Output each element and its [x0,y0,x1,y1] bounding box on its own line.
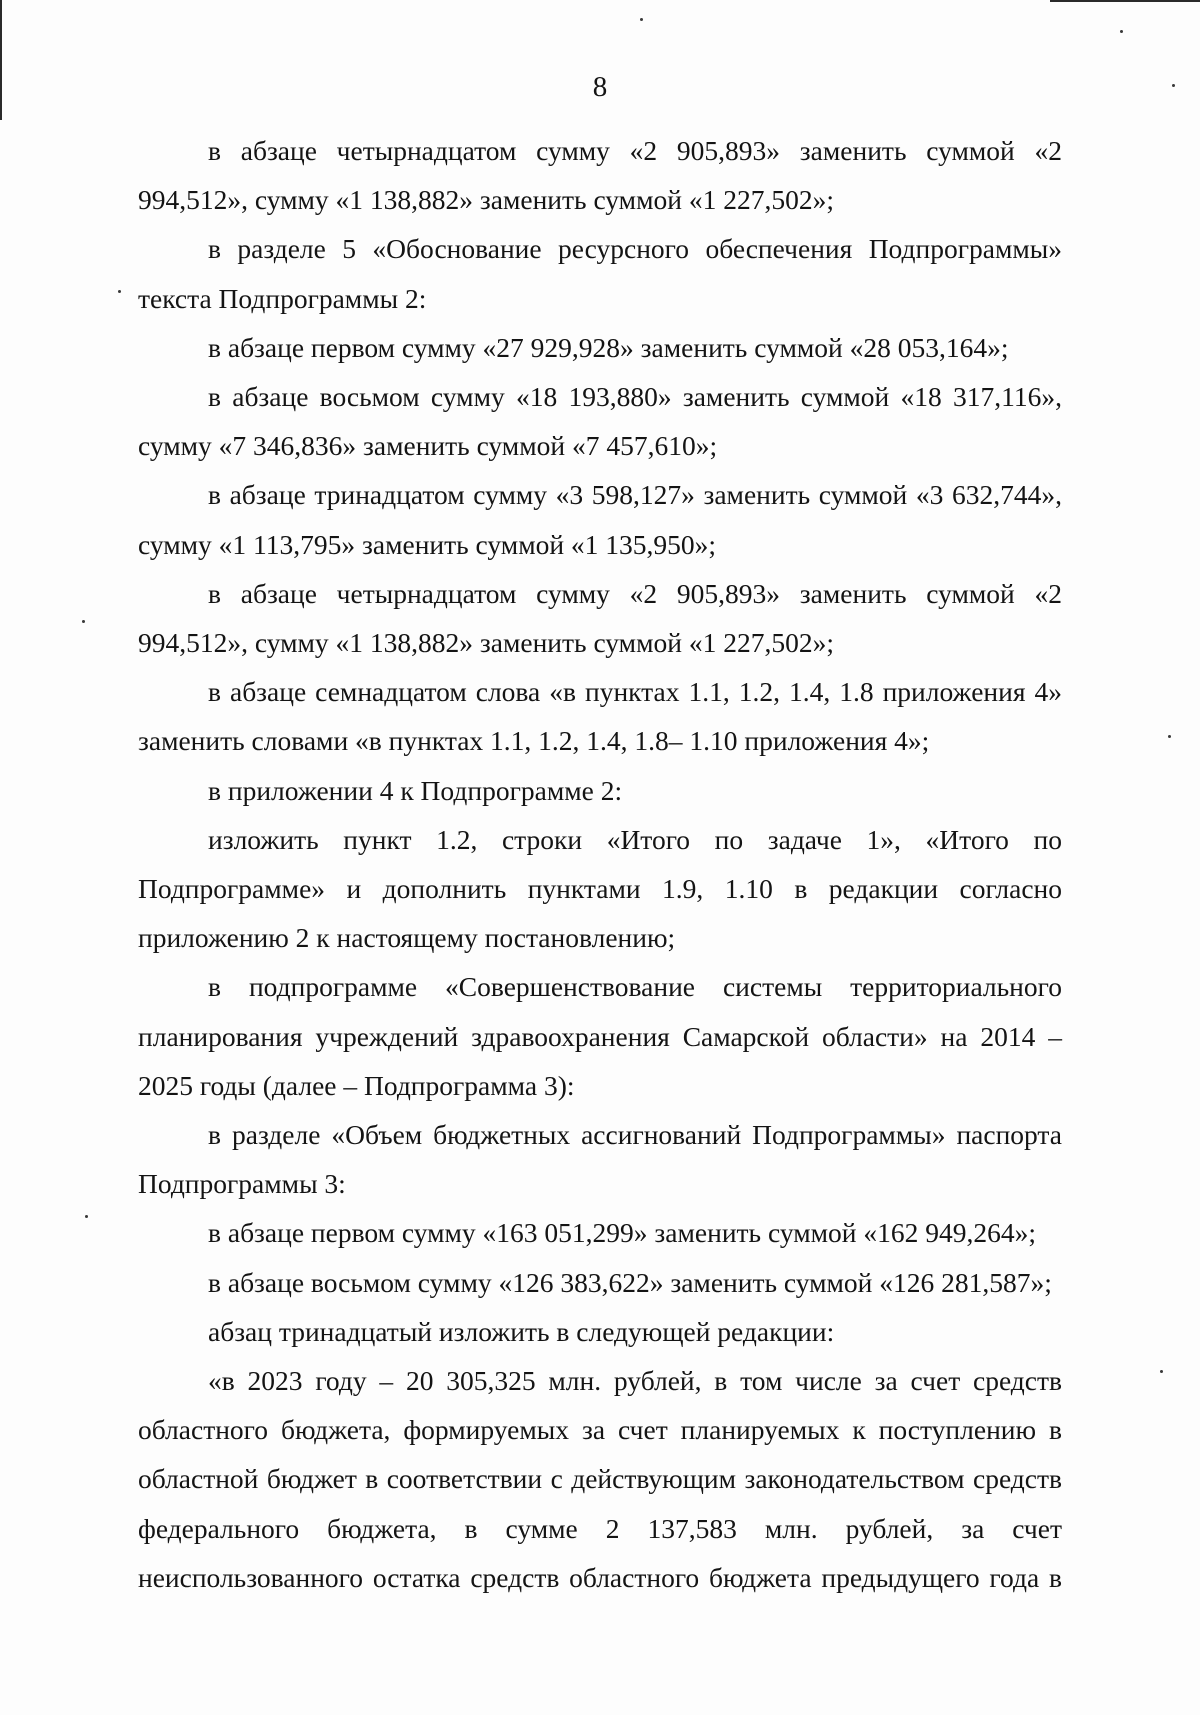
paragraph-2: в разделе 5 «Обоснование ресурсного обеспечения Подпрограммы» текста Подпрограммы 2: [138,233,1062,314]
scan-speck [1172,84,1175,87]
paragraph-12: в абзаце первом сумму «163 051,299» заменить суммой «162 949,264»; [208,1217,1036,1249]
paragraph-14: абзац тринадцатый изложить в следующей редакции: [208,1315,835,1347]
paragraph-10: в подпрограмме «Совершенствование системы территориального планирования учреждений здравоохранения Самарской области» на 2014 – 2025 годы (далее – Подпрограмма 3): [138,971,1062,1101]
paragraph-3: в абзаце первом сумму «27 929,928» заменить суммой «28 053,164»; [208,331,1009,363]
document-body [138,126,1062,1602]
scan-speck [85,1215,88,1218]
paragraph-6: в абзаце четырнадцатом сумму «2 905,893» заменить суммой «2 994,512», сумму «1 138,882» заменить суммой «1 227,502»; [138,577,1062,659]
scan-speck [1120,30,1123,33]
paragraph-8: в приложении 4 к Подпрограмме 2: [208,774,623,806]
paragraph-9: изложить пункт 1.2, строки «Итого по задаче 1», «Итого по Подпрограмме» и дополнить пунктами 1.9, 1.10 в редакции согласно приложению 2 к настоящему постановлению; [138,823,1062,954]
page-number: 8 [592,71,608,103]
paragraph-15: «в 2023 году – 20 305,325 млн. рублей, в том числе за счет средств областного бюджета, формируемых за счет планируемых к поступлению в областной бюджет в соответствии с действующим законодательством средств федерального бюджета, в сумме 2 137,583 млн. рублей, за счет неиспользованного остатка средств областного бюджета предыдущего года в [138,1365,1062,1593]
paragraph-4: в абзаце восьмом сумму «18 193,880» заменить суммой «18 317,116», сумму «7 346,836» заменить суммой «7 457,610»; [138,381,1062,462]
scan-speck [1168,735,1171,738]
paragraph-5: в абзаце тринадцатом сумму «3 598,127» заменить суммой «3 632,744», сумму «1 113,795» заменить суммой «1 135,950»; [138,479,1062,560]
scan-speck [118,290,121,293]
scan-speck [82,620,85,623]
paragraph-7: в абзаце семнадцатом слова «в пунктах 1.1, 1.2, 1.4, 1.8 приложения 4» заменить словами «в пунктах 1.1, 1.2, 1.4, 1.8– 1.10 приложения 4»; [138,676,1062,757]
paragraph-13: в абзаце восьмом сумму «126 383,622» заменить суммой «126 281,587»; [208,1266,1052,1298]
paragraph-11: в разделе «Объем бюджетных ассигнований Подпрограммы» паспорта Подпрограммы 3: [138,1119,1062,1200]
paragraph-1: в абзаце четырнадцатом сумму «2 905,893» заменить суммой «2 994,512», сумму «1 138,882» заменить суммой «1 227,502»; [138,135,1062,216]
scan-speck [1160,1370,1163,1373]
scan-speck [640,18,643,21]
scan-edge-top [1050,0,1200,2]
